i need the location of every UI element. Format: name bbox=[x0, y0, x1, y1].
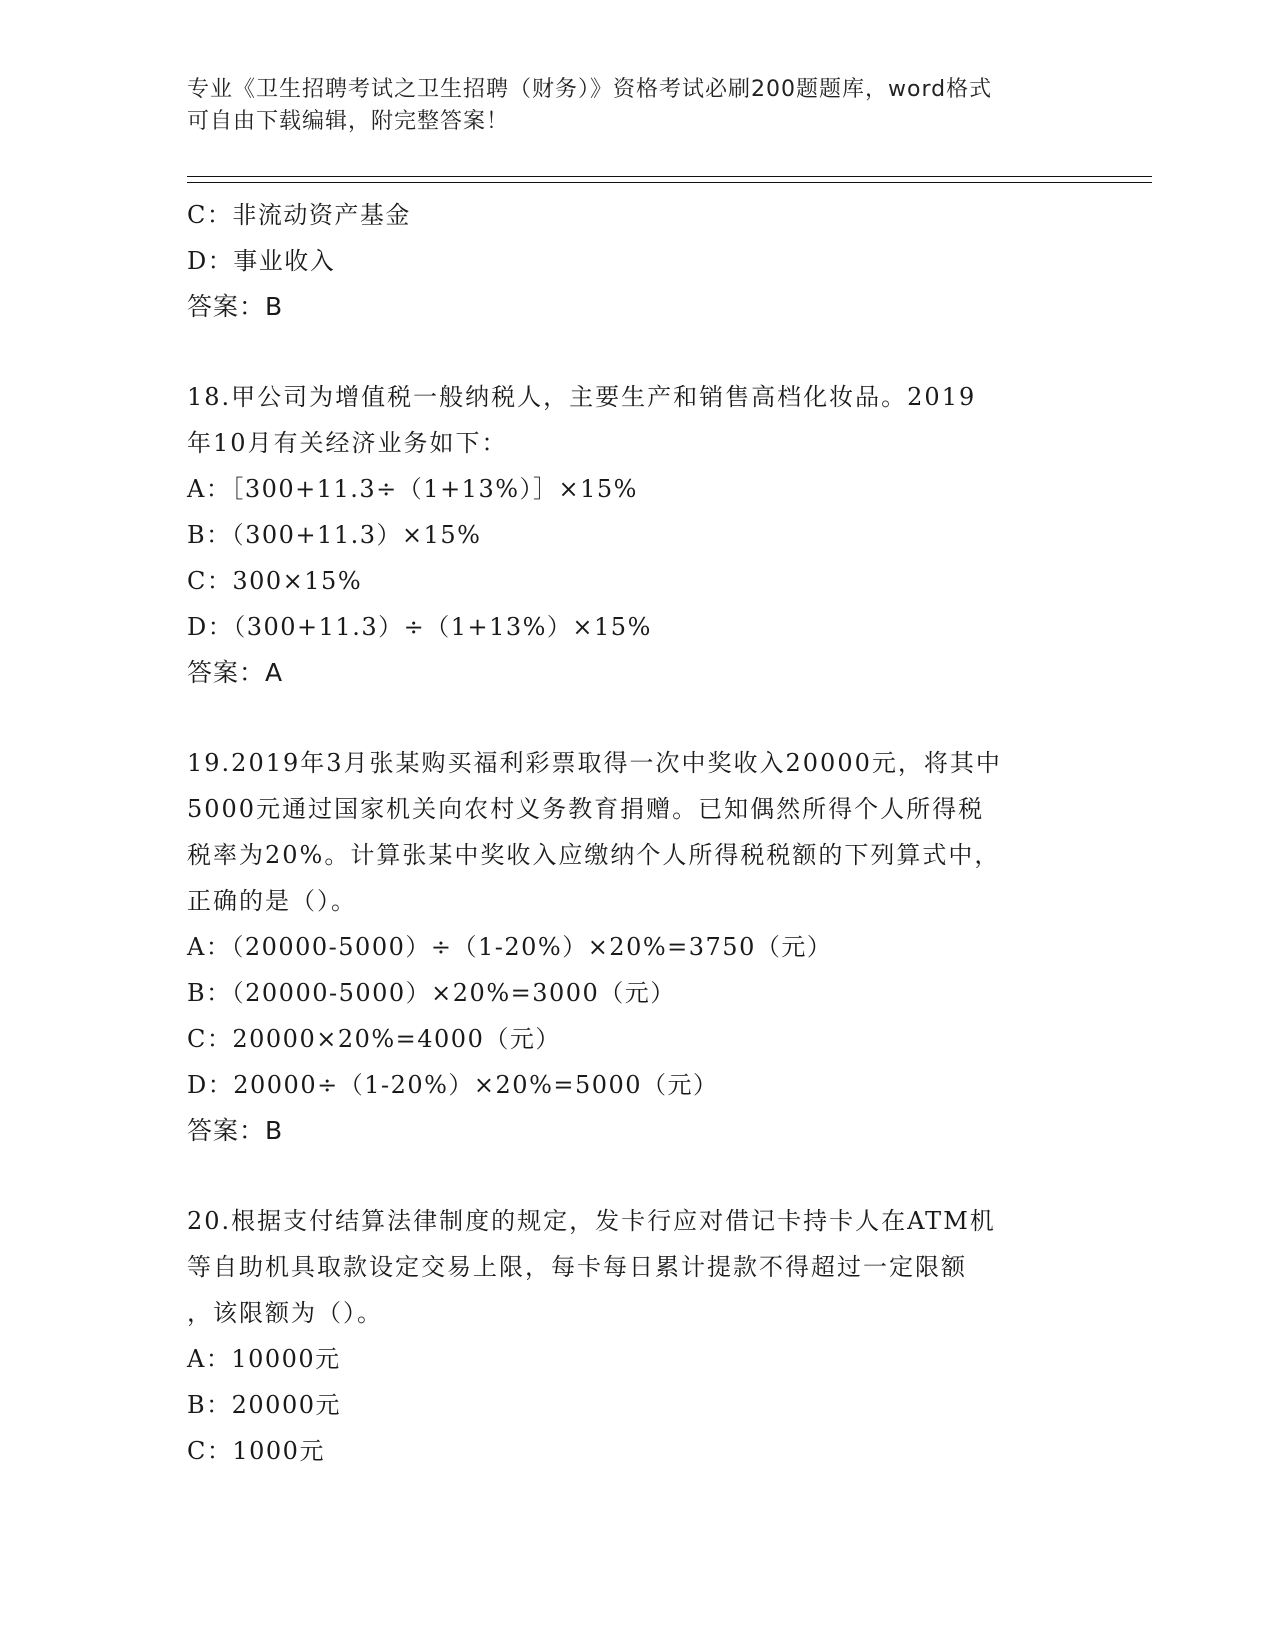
spacer bbox=[187, 330, 1087, 374]
header-line-1: 专业《卫生招聘考试之卫生招聘（财务）》资格考试必刷200题题库，word格式 bbox=[187, 77, 993, 102]
option-a: A：（20000-5000）÷（1-20%）×20%=3750（元） bbox=[187, 933, 833, 961]
question-stem-line: 年10月有关经济业务如下： bbox=[187, 429, 508, 457]
answer: 答案：A bbox=[187, 658, 284, 687]
option-d: D：（300+11.3）÷（1+13%）×15% bbox=[187, 613, 652, 641]
question-stem-line: 19.2019年3月张某购买福利彩票取得一次中奖收入20000元，将其中 bbox=[187, 749, 1002, 777]
option-a: A：10000元 bbox=[187, 1345, 341, 1373]
question-stem-line: 18.甲公司为增值税一般纳税人，主要生产和销售高档化妆品。2019 bbox=[187, 383, 977, 411]
header-rule-bottom bbox=[187, 182, 1152, 183]
header-line-2: 可自由下载编辑，附完整答案！ bbox=[187, 109, 510, 134]
option-d: D：20000÷（1-20%）×20%=5000（元） bbox=[187, 1071, 719, 1099]
question-stem-line: ，该限额为（）。 bbox=[187, 1299, 383, 1327]
question-stem-line: 20.根据支付结算法律制度的规定，发卡行应对借记卡持卡人在ATM机 bbox=[187, 1207, 996, 1235]
option-b: B：20000元 bbox=[187, 1391, 341, 1419]
question-17 bbox=[187, 192, 1087, 330]
question-19 bbox=[187, 740, 1087, 1154]
option-c: C：300×15% bbox=[187, 567, 363, 595]
option-b: B：（300+11.3）×15% bbox=[187, 521, 482, 549]
option-d: D：事业收入 bbox=[187, 247, 336, 275]
question-list bbox=[187, 192, 1087, 1474]
document-header bbox=[187, 74, 1087, 138]
spacer bbox=[187, 1154, 1087, 1198]
option-a: A：［300+11.3÷（1+13%）］×15% bbox=[187, 475, 638, 503]
header-rule-top bbox=[187, 176, 1152, 177]
question-stem-line: 5000元通过国家机关向农村义务教育捐赠。已知偶然所得个人所得税 bbox=[187, 795, 985, 823]
option-c: C：非流动资产基金 bbox=[187, 201, 411, 229]
answer: 答案：B bbox=[187, 1116, 284, 1145]
question-18 bbox=[187, 374, 1087, 696]
question-stem-line: 税率为20%。计算张某中奖收入应缴纳个人所得税税额的下列算式中， bbox=[187, 841, 1001, 869]
question-stem-line: 等自助机具取款设定交易上限，每卡每日累计提款不得超过一定限额 bbox=[187, 1253, 967, 1281]
option-c: C：20000×20%=4000（元） bbox=[187, 1025, 561, 1053]
spacer bbox=[187, 696, 1087, 740]
question-stem-line: 正确的是（）。 bbox=[187, 887, 357, 915]
option-c: C：1000元 bbox=[187, 1437, 325, 1465]
question-20 bbox=[187, 1198, 1087, 1474]
answer: 答案：B bbox=[187, 292, 284, 321]
option-b: B：（20000-5000）×20%=3000（元） bbox=[187, 979, 676, 1007]
